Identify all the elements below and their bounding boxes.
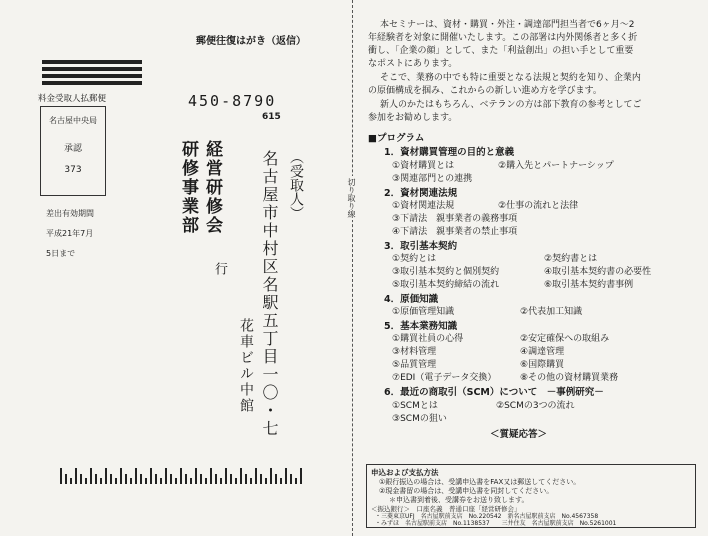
barcode-bar [125,474,127,484]
approval-stamp [40,106,106,196]
barcode-bar [200,474,202,484]
application-line: ①銀行振込の場合は、受講申込書をFAX又は郵送してください。 [379,478,581,486]
barcode-bar [155,474,157,484]
section-title: 2．資材関連法規 [384,188,458,199]
program-item: ⑧その他の資材購買業務 [520,373,619,383]
validity-until: 5日まで [46,249,76,258]
recipient-org-line2: 研修事業部 [178,140,198,235]
program-item: ⑥国際購買 [520,360,565,370]
barcode-bar [300,468,302,484]
barcode-bar [80,474,82,484]
intro-line: の原価構成を掴み、これからの新しい進め方を学びます。 [368,86,602,96]
section-title: 1．資材購買管理の目的と意義 [384,147,515,158]
stamp-label: 承認 [63,144,82,154]
bank-heading: ＜振込銀行＞ 口座名義 普通口座「経営研修会」 [371,505,521,513]
intro-line: そこで、業務の中でも特に重要となる法規と契約を知り、企業内 [380,73,641,83]
program-item: ④取引基本契約書の必要性 [544,267,652,277]
program-item: ①購買社員の心得 [392,334,464,344]
barcode-bar [230,474,232,484]
intro-line: 新人のかたはもちろん、ベテランの方は部下教育の参考としてご [380,100,642,110]
postcard-header: 郵便往復はがき（返信） [196,36,306,47]
program-item: ⑤品質管理 [392,360,437,370]
indicia-bar [42,74,142,78]
program-item: ②契約書とは [544,254,598,264]
program-item: ①SCMとは [392,401,438,411]
barcode-bar [245,474,247,484]
barcode-bar [75,468,77,484]
bank-line: ・みずほ 名古屋駅前支店 No.1138537 三井住友 名古屋駅前支店 No.5261001 [375,520,617,527]
program-item: ⑥取引基本契約書事例 [544,280,634,290]
recipient-tag: （受取人） [288,150,304,220]
recipient-suffix: 行 [212,262,227,275]
barcode-bar [275,474,277,484]
intro-line: 年経験者を対象に開催いたします。この部署は内外関係者と多く折 [368,33,638,43]
program-item: ②仕事の流れと法律 [498,201,579,211]
program-item: ①資材購買とは [392,161,455,171]
barcode-bar [110,474,112,484]
application-title: 申込および支払方法 [371,468,439,477]
program-item: ②代表加工知識 [520,307,583,317]
bank-line: ・三菱東京UFJ 名古屋駅前支店 No.220542 新名古屋駅前支店 No.4567358 [375,513,599,520]
program-item: ③関連部門との連携 [392,174,473,184]
barcode-bar [65,474,67,484]
barcode-bar [175,478,177,484]
barcode-bar [290,474,292,484]
barcode-bar [280,478,282,484]
section-title: 6．最近の商取引（SCM）について －事例研究－ [384,387,604,398]
program-item: ④調達管理 [520,347,565,357]
program-item: ②購入先とパートナーシップ [498,161,614,171]
program-item: ⑤取引基本契約締結の流れ [392,280,500,290]
barcode-bar [195,468,197,484]
barcode-bar [100,478,102,484]
barcode-bar [265,478,267,484]
intro-line: 本セミナーは、資材・購買・外注・調達部門担当者で6ヶ月～2 [380,20,635,30]
barcode-bar [130,478,132,484]
barcode-bar [210,468,212,484]
program-title: ■プログラム [368,133,425,144]
indicia-label: 料金受取人払郵便 [38,94,107,104]
barcode-bar [185,474,187,484]
application-box [366,464,696,528]
barcode-bar [105,468,107,484]
barcode-bar [135,468,137,484]
barcode-bar [225,468,227,484]
barcode-bar [165,468,167,484]
program-item: ③SCMの狙い [392,414,447,424]
barcode-bar [150,468,152,484]
barcode-bar [220,478,222,484]
barcode-bar [215,474,217,484]
barcode-bar [160,478,162,484]
indicia-bar [42,67,142,71]
barcode-bar [120,468,122,484]
cut-line-label: 切り取り線 [347,178,356,218]
barcode-bar [285,468,287,484]
barcode-bar [170,474,172,484]
application-line: ②現金書留の場合は、受講申込書を同封してください。 [379,487,554,495]
section-title: 5．基本業務知識 [384,321,458,332]
intro-line: 参加をお勧めします。 [368,113,458,123]
intro-line: 衝し、「企業の顔」として、また「利益創出」の担い手として重要 [368,46,634,56]
barcode-bar [140,474,142,484]
indicia-bar [42,60,142,64]
barcode-bar [85,478,87,484]
program-item: ④下請法 親事業者の禁止事項 [392,227,518,237]
section-title: 4．原価知識 [384,294,439,305]
barcode-bar [190,478,192,484]
barcode-bar [255,468,257,484]
barcode-bar [60,468,62,484]
postal-code: 450-8790 [188,92,277,110]
barcode-bar [270,468,272,484]
stamp-office: 名古屋中央局 [49,116,97,125]
program-item: ①原価管理知識 [392,307,455,317]
address-line2: 花車ビル中館 [238,318,254,414]
program-item: ②SCMの3つの流れ [496,401,575,411]
barcode-bar [260,474,262,484]
program-item: ③材料管理 [392,347,437,357]
barcode-bar [250,478,252,484]
recipient-org-line1: 経営研修会 [202,140,222,235]
barcode-bar [235,478,237,484]
barcode-bar [95,474,97,484]
validity-date: 平成21年7月 [46,229,94,238]
customer-barcode [60,468,305,484]
application-line: ＊申込書到着後、受講券をお送り致します。 [389,496,529,504]
barcode-bar [90,468,92,484]
program-item: ①資材関連法規 [392,201,455,211]
qa-session: ＜質疑応答＞ [490,429,548,440]
section-title: 3．取引基本契約 [384,241,458,252]
barcode-bar [115,478,117,484]
program-item: ①契約とは [392,254,437,264]
barcode-bar [180,468,182,484]
stamp-number: 373 [64,165,82,175]
validity-label: 差出有効期間 [46,209,94,218]
program-item: ②安定確保への取組み [520,334,610,344]
barcode-bar [240,468,242,484]
indicia-bar [42,81,142,85]
program-item: ⑦EDI（電子データ交換） [392,373,497,383]
postal-sub: 615 [262,112,281,122]
address-line1: 名古屋市中村区名駅五丁目一〇・七 [260,150,279,438]
barcode-bar [295,478,297,484]
program-item: ③取引基本契約と個別契約 [392,267,500,277]
intro-line: なポストにあります。 [368,59,458,69]
barcode-bar [145,478,147,484]
program-item: ③下請法 親事業者の義務事項 [392,214,518,224]
barcode-bar [70,478,72,484]
cut-line [352,0,353,536]
barcode-bar [205,478,207,484]
